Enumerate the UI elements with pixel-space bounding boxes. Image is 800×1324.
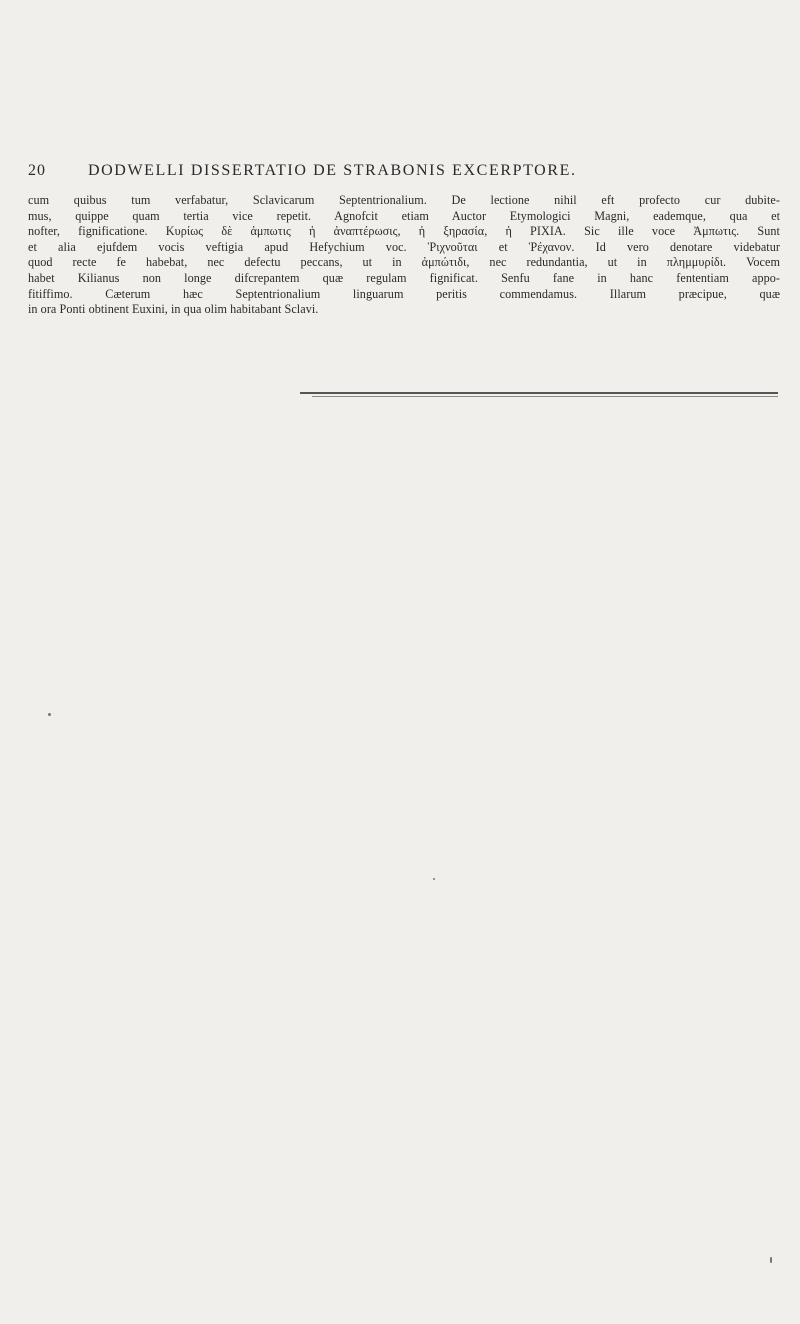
paper-speck	[48, 713, 51, 716]
body-text	[28, 193, 780, 318]
paper-speck	[433, 878, 435, 880]
paper-speck	[770, 1257, 772, 1263]
text-line: fitiffimo. Cæterum hæc Septentrionalium linguarum peritis commendamus. Illarum præcipue, quæ	[28, 286, 780, 301]
text-line: in ora Ponti obtinent Euxini, in qua olim habitabant Sclavi.	[28, 302, 319, 317]
page-number: 20	[28, 162, 46, 179]
text-line: nofter, fignificatione. Κυρίως δὲ ἀμπωτις ἡ ἀναπτέρωσις, ἡ ξηρασία, ἡ ΡΙΧΙΑ. Sic ille voce Ἀμπωτις. Sunt	[28, 224, 780, 239]
text-line: cum quibus tum verfabatur, Sclavicarum Septentrionalium. De lectione nihil eft profecto cur dubite-	[28, 193, 780, 207]
text-line: et alia ejufdem vocis veftigia apud Hefychium voc. Ῥιχνοῦται et Ῥέχανον. Id vero denotare videbatur	[28, 239, 780, 254]
text-line: habet Kilianus non longe difcrepantem quæ regulam fignificat. Senfu fane in hanc fententiam appo-	[28, 270, 780, 285]
running-head: DODWELLI DISSERTATIO DE STRABONIS EXCERPTORE.	[88, 162, 577, 179]
text-line: mus, quippe quam tertia vice repetit. Agnofcit etiam Auctor Etymologici Magni, eademque, qua et	[28, 208, 780, 223]
section-rule	[300, 392, 778, 394]
text-line: quod recte fe habebat, nec defectu peccans, ut in ἀμπώτιδι, nec redundantia, ut in πλημμυρίδι. Vocem	[28, 255, 780, 270]
